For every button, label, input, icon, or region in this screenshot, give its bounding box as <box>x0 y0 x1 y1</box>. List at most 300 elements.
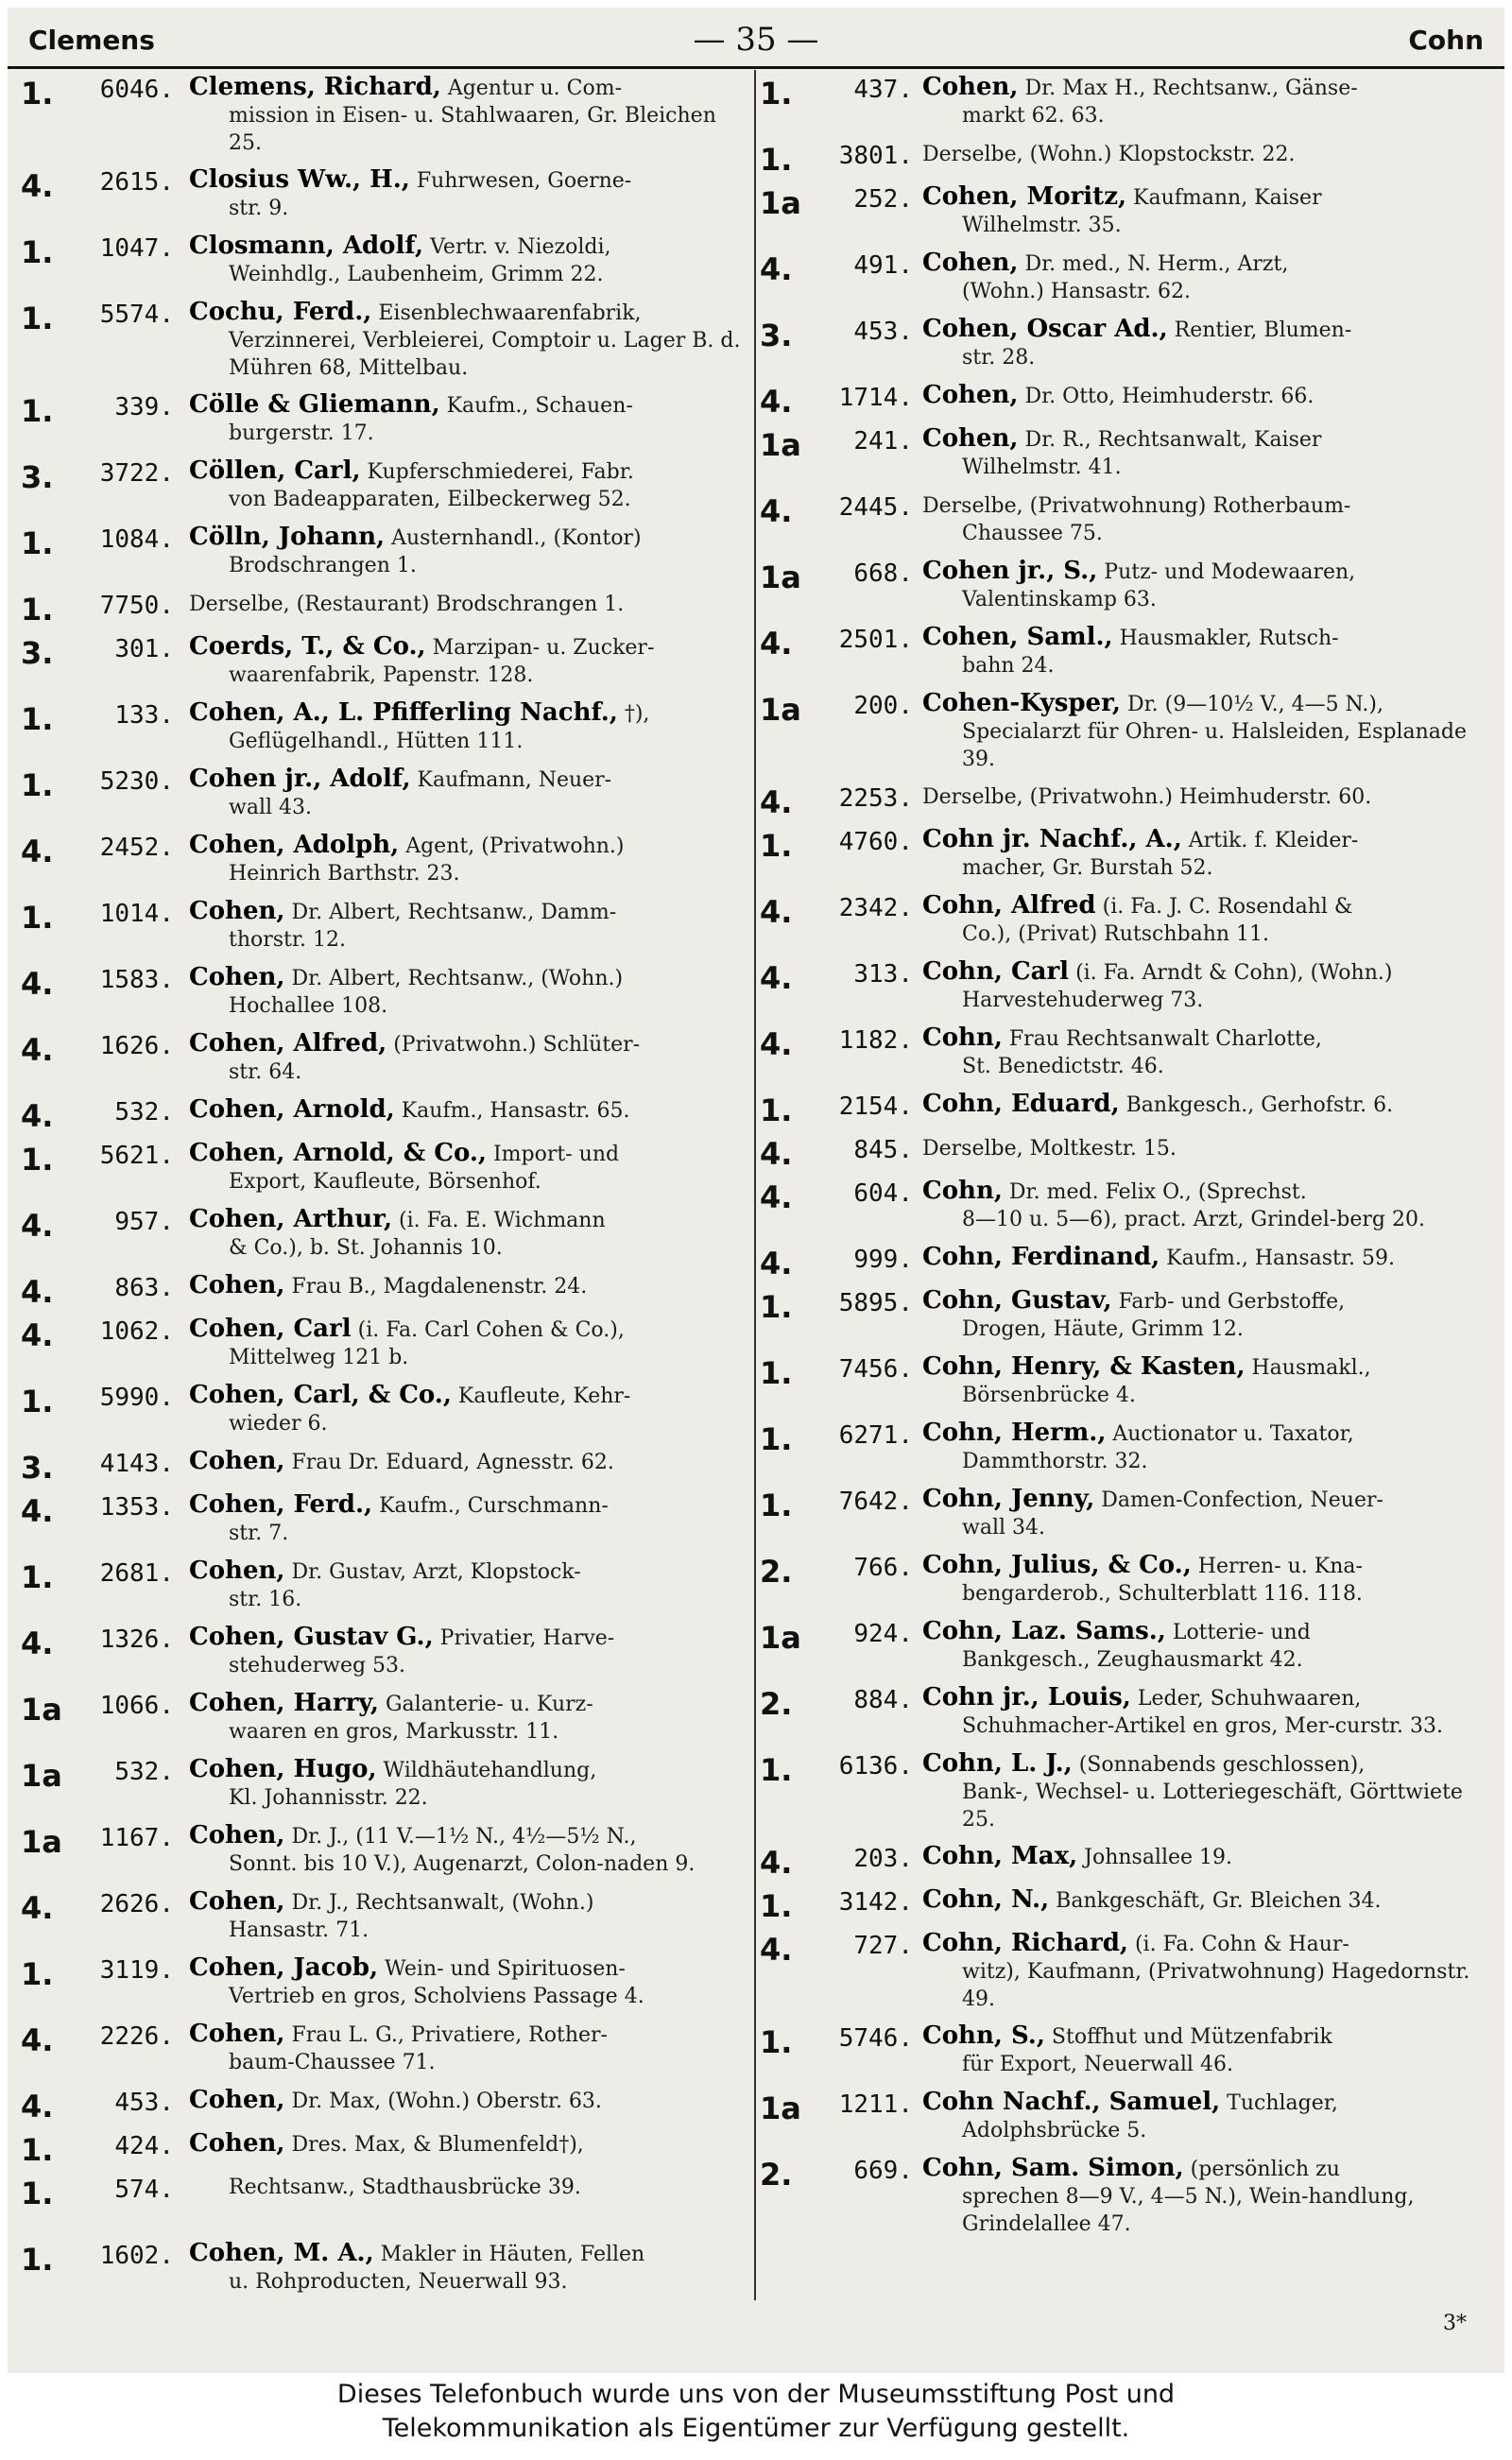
directory-entry <box>21 1268 754 1310</box>
directory-entry <box>760 1839 1493 1881</box>
line-class: 4. <box>760 894 793 930</box>
phone-number: 7750. <box>99 592 174 620</box>
phone-number: 4143. <box>99 1450 174 1478</box>
subscriber-details: (i. Fa. Carl Cohen & Co.), <box>357 1318 625 1342</box>
subscriber-details: Kaufm., Curschmann- <box>379 1494 609 1518</box>
line-class: 4. <box>21 1032 54 1068</box>
subscriber-name: Coerds, T., & Co., <box>189 632 426 661</box>
directory-entry <box>760 2151 1493 2238</box>
subscriber-name: Cohen, Saml., <box>922 623 1113 651</box>
subscriber-address: bahn 24. <box>962 654 1055 678</box>
line-class: 1a <box>760 1620 801 1656</box>
entry-text <box>189 1378 754 1437</box>
subscriber-details: Dr. R., Rechtsanwalt, Kaiser <box>1024 428 1322 452</box>
entry-text <box>922 1482 1493 1541</box>
subscriber-name: Cohn jr., Louis, <box>922 1683 1131 1712</box>
directory-entry <box>21 454 754 514</box>
subscriber-address: Chaussee 75. <box>962 522 1103 545</box>
entry-text <box>922 2151 1493 2238</box>
phone-number: 5895. <box>838 1289 913 1317</box>
directory-entry <box>21 1752 754 1813</box>
subscriber-name: Cohn, Herm., <box>922 1419 1107 1447</box>
directory-entry <box>760 1883 1493 1924</box>
line-class: 4. <box>760 251 793 287</box>
subscriber-name: Cohn, Richard, <box>922 1929 1128 1957</box>
line-class: 1. <box>21 2176 54 2211</box>
subscriber-details: Marzipan- u. Zucker- <box>432 636 655 660</box>
subscriber-address: macher, Gr. Burstah 52. <box>962 856 1213 880</box>
entry-text <box>189 163 754 222</box>
directory-entry <box>760 1240 1493 1282</box>
directory-entry <box>21 1202 754 1263</box>
subscriber-address: & Co.), b. St. Johannis 10. <box>229 1236 503 1260</box>
subscriber-details: Dr. (9—10½ V., 4—5 N.), <box>1126 693 1383 716</box>
phone-number: 3722. <box>99 459 174 488</box>
line-class: 1. <box>760 1092 793 1128</box>
subscriber-details: Herren- u. Kna- <box>1197 1555 1363 1578</box>
entry-text <box>922 488 1493 547</box>
line-class: 4. <box>21 1890 54 1926</box>
entry-text <box>189 520 754 579</box>
directory-entry <box>760 888 1493 949</box>
entry-text <box>189 229 754 288</box>
subscriber-address: str. 64. <box>229 1060 302 1084</box>
subscriber-name: Cohn, S., <box>922 2021 1045 2050</box>
phone-number: 999. <box>853 1246 913 1274</box>
directory-entry <box>21 1026 754 1087</box>
phone-number: 3142. <box>838 1888 913 1917</box>
phone-number: 766. <box>853 1554 913 1582</box>
line-class: 3. <box>21 1450 54 1486</box>
subscriber-name: Cohen, Arnold, & Co., <box>189 1139 487 1167</box>
subscriber-name: Cohen, <box>189 1887 285 1916</box>
subscriber-details: (i. Fa. Cohn & Haur- <box>1134 1933 1349 1956</box>
entry-text <box>922 1680 1493 1740</box>
subscriber-address: bengarderob., Schulterblatt 116. 118. <box>962 1582 1363 1606</box>
entry-text <box>922 1174 1493 1233</box>
directory-entry <box>760 70 1493 130</box>
subscriber-details: Kaufm., Schauen- <box>446 394 633 418</box>
line-class: 4. <box>21 1626 54 1661</box>
entry-text <box>922 421 1493 481</box>
subscriber-details: Dr. Albert, Rechtsanw., Damm- <box>291 901 617 924</box>
phone-number: 532. <box>114 1758 174 1786</box>
subscriber-name: Cohen, Ferd., <box>189 1490 373 1519</box>
entry-text <box>189 1818 754 1878</box>
line-class: 1. <box>760 76 793 112</box>
phone-number: 133. <box>114 701 174 730</box>
phone-number: 424. <box>114 2132 174 2160</box>
subscriber-address: Adolphsbrücke 5. <box>962 2119 1147 2142</box>
subscriber-name: Cohen, Arthur, <box>189 1205 393 1233</box>
directory-entry <box>760 1926 1493 2013</box>
subscriber-address: sprechen 8—9 V., 4—5 N.), Wein-handlung, Grindelallee 47. <box>962 2185 1415 2236</box>
phone-number: 1211. <box>838 2090 913 2119</box>
subscriber-name: Cohn, Gustav, <box>922 1286 1112 1315</box>
directory-entry <box>760 1548 1493 1608</box>
subscriber-details: Dr. Gustav, Arzt, Klopstock- <box>291 1560 581 1584</box>
directory-entry <box>21 586 754 628</box>
line-class: 1. <box>21 1142 54 1178</box>
subscriber-name: Cohen, Alfred, <box>189 1029 387 1058</box>
phone-number: 2615. <box>99 168 174 197</box>
entry-text <box>189 1488 754 1547</box>
subscriber-name: Cohn, Jenny, <box>922 1485 1095 1513</box>
phone-number: 2154. <box>838 1092 913 1121</box>
entry-text <box>189 960 754 1020</box>
line-class: 1. <box>760 1888 793 1924</box>
column-divider <box>754 70 756 2300</box>
directory-entry <box>760 180 1493 240</box>
subscriber-name: Closmann, Adolf, <box>189 232 424 260</box>
directory-entry <box>760 246 1493 306</box>
subscriber-name: Cohn, Sam. Simon, <box>922 2154 1184 2182</box>
footer-notice <box>8 2378 1504 2453</box>
line-class: 1. <box>21 2132 54 2168</box>
entry-text <box>189 586 754 618</box>
subscriber-details: Frau L. G., Privatiere, Rother- <box>291 2023 608 2047</box>
directory-entry <box>760 2085 1493 2145</box>
subscriber-details: Dr. med., N. Herm., Arzt, <box>1024 252 1289 276</box>
entry-text <box>189 1202 754 1262</box>
subscriber-details: Privatier, Harve- <box>439 1626 615 1650</box>
directory-entry <box>760 2019 1493 2079</box>
subscriber-address: Export, Kaufleute, Börsenhof. <box>229 1170 541 1194</box>
phone-number: 241. <box>853 427 913 456</box>
subscriber-name: Cohen, <box>189 1557 285 1585</box>
directory-entry <box>760 1350 1493 1410</box>
entry-text <box>922 1087 1493 1119</box>
subscriber-name: Cohen, <box>189 963 285 991</box>
line-class: 1. <box>21 234 54 270</box>
subscriber-address: Weinhdlg., Laubenheim, Grimm 22. <box>229 263 604 286</box>
directory-entry <box>21 520 754 580</box>
subscriber-name: Cohn, Julius, & Co., <box>922 1551 1192 1579</box>
entry-text <box>922 822 1493 882</box>
subscriber-name: Cohn, N., <box>922 1885 1050 1914</box>
directory-entry <box>760 1482 1493 1542</box>
line-class: 1. <box>21 1384 54 1419</box>
phone-number: 1084. <box>99 525 174 554</box>
subscriber-details: (persönlich zu <box>1190 2158 1340 2181</box>
subscriber-name: Cohen, <box>189 897 285 925</box>
entry-text <box>189 696 754 755</box>
phone-number: 6136. <box>838 1752 913 1780</box>
subscriber-details: (i. Fa. J. C. Rosendahl & <box>1102 895 1353 919</box>
directory-page <box>8 8 1504 2373</box>
directory-entry <box>21 1378 754 1438</box>
subscriber-name: Cohen, Carl <box>189 1315 352 1343</box>
page-header <box>8 8 1504 69</box>
subscriber-address: Rechtsanw., Stadthausbrücke 39. <box>229 2176 581 2199</box>
subscriber-details: Wein- und Spirituosen- <box>385 1957 626 1981</box>
subscriber-address: thorstr. 12. <box>229 928 346 952</box>
entry-text <box>189 1268 754 1300</box>
line-class: 4. <box>21 2022 54 2058</box>
phone-number: 574. <box>114 2176 174 2204</box>
phone-number: 1014. <box>99 900 174 928</box>
directory-entry <box>21 1686 754 1746</box>
line-class: 4. <box>21 966 54 1002</box>
phone-number: 957. <box>114 1208 174 1236</box>
directory-entry <box>21 960 754 1021</box>
phone-number: 1047. <box>99 234 174 263</box>
line-class: 4. <box>760 960 793 996</box>
line-class: 3. <box>21 459 54 495</box>
subscriber-address: Specialarzt für Ohren- u. Halsleiden, Esplanade 39. <box>962 720 1468 771</box>
directory-entry <box>21 2083 754 2125</box>
subscriber-details: Bankgesch., Gerhofstr. 6. <box>1125 1093 1394 1117</box>
phone-number: 301. <box>114 635 174 663</box>
subscriber-details: Dr. Albert, Rechtsanw., (Wohn.) <box>291 967 624 990</box>
entry-text <box>922 1021 1493 1080</box>
phone-number: 2226. <box>99 2022 174 2051</box>
subscriber-name: Cohn, <box>922 1024 1003 1052</box>
page-marker: 3* <box>1443 2312 1467 2335</box>
directory-entry <box>760 1130 1493 1172</box>
line-class: 4. <box>760 784 793 820</box>
subscriber-details: Johnsallee 19. <box>1084 1846 1233 1869</box>
subscriber-address: Heinrich Barthstr. 23. <box>229 862 460 886</box>
directory-entry <box>21 2170 754 2230</box>
subscriber-name: Cohen, <box>189 2086 285 2114</box>
subscriber-details: Farb- und Gerbstoffe, <box>1118 1290 1346 1314</box>
subscriber-name: Cohen, A., L. Pfifferling Nachf., <box>189 698 618 727</box>
directory-entry <box>760 312 1493 372</box>
line-class: 1. <box>760 2024 793 2060</box>
subscriber-details: Leder, Schuhwaaren, <box>1137 1687 1362 1711</box>
directory-entry <box>760 1416 1493 1476</box>
entry-text <box>189 2083 754 2115</box>
subscriber-address: Co.), (Privat) Rutschbahn 11. <box>962 922 1270 946</box>
header-left-keyword: Clemens <box>28 25 155 56</box>
subscriber-address: (Wohn.) Hansastr. 62. <box>962 280 1191 303</box>
right-column <box>760 70 1493 2338</box>
phone-number: 1626. <box>99 1032 174 1060</box>
line-class: 4. <box>21 168 54 204</box>
subscriber-address: u. Rohproducten, Neuerwall 93. <box>229 2270 568 2294</box>
entry-text <box>189 295 754 382</box>
line-class: 4. <box>21 1493 54 1529</box>
directory-entry <box>760 1174 1493 1234</box>
phone-number: 1066. <box>99 1692 174 1720</box>
line-class: 1. <box>21 393 54 429</box>
entry-text <box>189 2017 754 2076</box>
subscriber-address: burgerstr. 17. <box>229 421 374 445</box>
directory-entry <box>21 1092 754 1134</box>
subscriber-name: Clemens, Richard, <box>189 73 441 101</box>
directory-entry <box>21 2126 754 2168</box>
subscriber-name: Cohn jr. Nachf., A., <box>922 825 1182 853</box>
line-class: 1. <box>21 900 54 936</box>
subscriber-address: wall 43. <box>229 796 312 819</box>
subscriber-details: Dres. Max, & Blumenfeld†), <box>291 2133 584 2157</box>
subscriber-details: Dr. Max, (Wohn.) Oberstr. 63. <box>291 2090 602 2113</box>
subscriber-address: str. 9. <box>229 197 289 220</box>
line-class: 1a <box>760 427 801 463</box>
subscriber-name: Cohen jr., Adolf, <box>189 765 411 793</box>
phone-number: 200. <box>853 692 913 720</box>
directory-entry <box>760 955 1493 1015</box>
subscriber-details: Wildhäutehandlung, <box>383 1759 597 1782</box>
phone-number: 2626. <box>99 1890 174 1918</box>
line-class: 1a <box>760 559 801 595</box>
directory-entry <box>21 387 754 448</box>
entry-text <box>922 246 1493 305</box>
subscriber-details: Kaufleute, Kehr- <box>457 1385 631 1408</box>
phone-number: 5621. <box>99 1142 174 1170</box>
subscriber-details: Agentur u. Com- <box>447 77 623 100</box>
footer-line-2: Telekommunikation als Eigentümer zur Verfügung gestellt. <box>382 2414 1130 2443</box>
entry-text <box>189 387 754 447</box>
line-class: 2. <box>760 1686 793 1722</box>
phone-number: 437. <box>853 76 913 104</box>
phone-number: 5230. <box>99 767 174 796</box>
directory-entry <box>760 1283 1493 1344</box>
subscriber-details: Frau Dr. Eduard, Agnesstr. 62. <box>291 1451 614 1474</box>
line-class: 1a <box>760 692 801 728</box>
entry-text <box>189 1884 754 1944</box>
directory-entry <box>21 1884 754 1945</box>
entry-text <box>189 2170 754 2201</box>
subscriber-address: von Badeapparaten, Eilbeckerweg 52. <box>229 488 631 511</box>
subscriber-name: Cohn, Henry, & Kasten, <box>922 1352 1246 1381</box>
phone-number: 5990. <box>99 1384 174 1412</box>
entry-text <box>189 1026 754 1086</box>
entry-text <box>922 312 1493 371</box>
subscriber-details: (i. Fa. E. Wichmann <box>399 1209 606 1232</box>
subscriber-address: Wilhelmstr. 41. <box>962 456 1122 479</box>
subscriber-details: Derselbe, (Privatwohn.) Heimhuderstr. 60. <box>922 785 1372 809</box>
line-class: 4. <box>760 384 793 420</box>
subscriber-name: Cohen, Arnold, <box>189 1095 395 1124</box>
subscriber-address: Kl. Johannisstr. 22. <box>229 1786 428 1810</box>
phone-number: 863. <box>114 1274 174 1302</box>
directory-entry <box>760 822 1493 883</box>
subscriber-details: Frau B., Magdalenenstr. 24. <box>291 1275 588 1299</box>
phone-number: 5746. <box>838 2024 913 2053</box>
subscriber-details: Kupferschmiederei, Fabr. <box>367 460 634 484</box>
subscriber-address: Bankgesch., Zeughausmarkt 42. <box>962 1648 1303 1672</box>
subscriber-details: Kaufm., Hansastr. 65. <box>401 1099 630 1123</box>
phone-number: 5574. <box>99 301 174 329</box>
phone-number: 1602. <box>99 2242 174 2270</box>
directory-entry <box>21 762 754 822</box>
subscriber-name: Closius Ww., H., <box>189 165 410 194</box>
line-class: 1. <box>760 1752 793 1788</box>
directory-entry <box>760 1746 1493 1833</box>
subscriber-details: Fuhrwesen, Goerne- <box>416 169 632 193</box>
entry-text <box>189 1312 754 1371</box>
entry-text <box>922 1130 1493 1162</box>
subscriber-name: Cohen, Adolph, <box>189 831 400 859</box>
subscriber-details: Bankgeschäft, Gr. Bleichen 34. <box>1056 1889 1382 1913</box>
directory-entry <box>760 1087 1493 1128</box>
subscriber-details: Import- und <box>492 1143 620 1166</box>
subscriber-address: Bank-, Wechsel- u. Lotteriegeschäft, Görttwiete 25. <box>962 1780 1463 1832</box>
entry-text <box>189 1951 754 2010</box>
entry-text <box>922 888 1493 948</box>
phone-number: 203. <box>853 1845 913 1873</box>
subscriber-address: str. 7. <box>229 1522 289 1545</box>
entry-text <box>922 554 1493 613</box>
phone-number: 884. <box>853 1686 913 1714</box>
subscriber-address: Verzinnerei, Verbleierei, Comptoir u. Lager B. d. Mühren 68, Mittelbau. <box>229 329 741 380</box>
subscriber-name: Cohen, Gustav G., <box>189 1623 434 1651</box>
subscriber-details: Derselbe, (Privatwohnung) Rotherbaum- <box>922 494 1351 518</box>
subscriber-name: Cohn, Carl <box>922 957 1070 986</box>
subscriber-address: waarenfabrik, Papenstr. 128. <box>229 663 534 687</box>
subscriber-address: str. 28. <box>962 346 1036 370</box>
subscriber-details: Kaufmann, Kaiser <box>1133 186 1322 210</box>
phone-number: 6271. <box>838 1421 913 1450</box>
phone-number: 1182. <box>838 1026 913 1055</box>
entry-text <box>189 1752 754 1812</box>
directory-entry <box>760 421 1493 482</box>
subscriber-name: Cohen, Jacob, <box>189 1953 379 1982</box>
subscriber-address: Hochallee 108. <box>229 994 388 1018</box>
subscriber-address: Schuhmacher-Artikel en gros, Mer-curstr. 33. <box>962 1714 1444 1738</box>
directory-entry <box>760 488 1493 548</box>
entry-text <box>189 894 754 954</box>
entry-text <box>922 1746 1493 1833</box>
subscriber-details: Lotterie- und <box>1172 1621 1311 1644</box>
subscriber-details: Dr. J., Rechtsanwalt, (Wohn.) <box>291 1891 594 1915</box>
line-class: 4. <box>760 493 793 529</box>
line-class: 1. <box>21 701 54 737</box>
subscriber-name: Cohen, M. A., <box>189 2239 374 2267</box>
subscriber-name: Cohen, <box>189 1447 285 1475</box>
line-class: 4. <box>21 1208 54 1244</box>
directory-entry <box>21 295 754 382</box>
subscriber-name: Cohn, Ferdinand, <box>922 1243 1160 1271</box>
entry-text <box>922 1614 1493 1674</box>
subscriber-address: für Export, Neuerwall 46. <box>962 2053 1233 2076</box>
entry-text <box>189 1444 754 1476</box>
subscriber-details: Hausmakl., <box>1251 1356 1371 1380</box>
subscriber-details: Dr. Max H., Rechtsanw., Gänse- <box>1024 77 1358 100</box>
directory-entry <box>21 828 754 888</box>
line-class: 1. <box>760 1488 793 1523</box>
subscriber-name: Cohen, Oscar Ad., <box>922 315 1168 343</box>
subscriber-name: Cohn, <box>922 1177 1003 1205</box>
subscriber-details: Dr. Otto, Heimhuderstr. 66. <box>1024 385 1314 408</box>
phone-number: 604. <box>853 1179 913 1208</box>
directory-entry <box>760 620 1493 680</box>
directory-entry <box>21 1312 754 1372</box>
directory-entry <box>760 686 1493 773</box>
directory-entry <box>760 136 1493 178</box>
subscriber-address: Valentinskamp 63. <box>962 588 1157 611</box>
entry-text <box>189 1686 754 1746</box>
subscriber-details: Austernhandl., (Kontor) <box>391 526 642 550</box>
subscriber-address: waaren en gros, Markusstr. 11. <box>229 1720 559 1744</box>
entry-text <box>922 1926 1493 2013</box>
line-class: 1a <box>21 1824 62 1860</box>
subscriber-name: Cochu, Ferd., <box>189 298 372 326</box>
subscriber-name: Cohn, Eduard, <box>922 1090 1120 1118</box>
directory-entry <box>21 163 754 223</box>
subscriber-name: Cohen, <box>922 73 1019 101</box>
phone-number: 1583. <box>99 966 174 994</box>
line-class: 4. <box>21 834 54 869</box>
phone-number: 4760. <box>838 828 913 856</box>
subscriber-details: Galanterie- u. Kurz- <box>385 1693 593 1716</box>
subscriber-address: Brodschrangen 1. <box>229 554 417 577</box>
subscriber-name: Cohen, <box>922 424 1019 453</box>
subscriber-name: Cohn, Max, <box>922 1842 1078 1870</box>
subscriber-address: Wilhelmstr. 35. <box>962 214 1122 237</box>
